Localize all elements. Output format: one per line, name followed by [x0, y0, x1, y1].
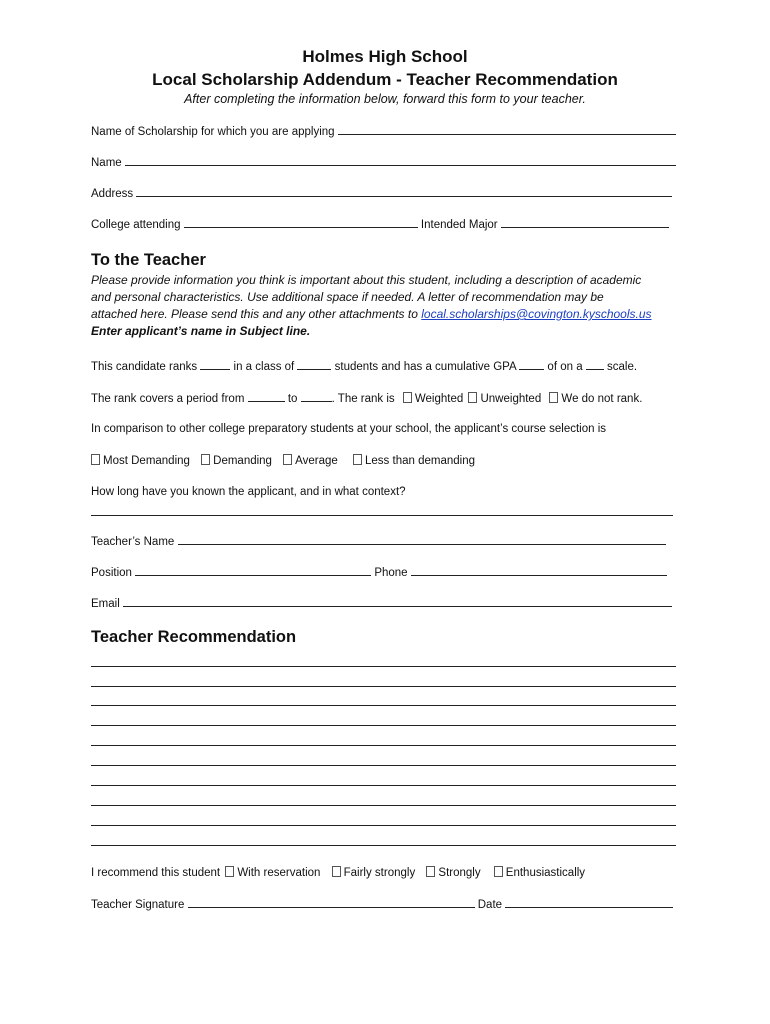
course-question: In comparison to other college preparatory students at your school, the applicant’s course selection is — [91, 423, 607, 435]
position-phone-row — [91, 564, 667, 581]
recommendation-line[interactable] — [91, 686, 676, 687]
fairly-strongly-checkbox[interactable] — [332, 866, 341, 877]
college-label: College attending — [91, 219, 181, 231]
teacher-instructions — [91, 272, 691, 340]
no-rank-checkbox[interactable] — [549, 392, 558, 403]
recommendation-line[interactable] — [91, 666, 676, 667]
recommend-label: I recommend this student — [91, 867, 221, 879]
email-field[interactable] — [123, 595, 672, 607]
name-field[interactable] — [125, 154, 676, 166]
recommendation-line[interactable] — [91, 805, 676, 806]
rank-period-row — [91, 390, 642, 407]
position-field[interactable] — [135, 564, 371, 576]
instruction-line-3 — [91, 306, 691, 323]
teacher-name-row — [91, 533, 666, 550]
recommendation-line[interactable] — [91, 825, 676, 826]
period-text-1: The rank covers a period from — [91, 393, 245, 405]
to-teacher-heading: To the Teacher — [91, 251, 206, 269]
name-label: Name — [91, 157, 122, 169]
name-row — [91, 154, 676, 171]
demanding-label: Demanding — [213, 455, 272, 467]
instruction-line-1: Please provide information you think is important about this student, including a description of academic — [91, 273, 642, 287]
scholarship-email-link[interactable]: local.scholarships@covington.kyschools.us — [421, 307, 652, 321]
signature-label: Teacher Signature — [91, 899, 185, 911]
college-row — [91, 216, 669, 233]
form-instruction: After completing the information below, forward this form to your teacher. — [184, 92, 586, 106]
period-from-field[interactable] — [248, 390, 285, 402]
position-label: Position — [91, 567, 132, 579]
average-checkbox[interactable] — [283, 454, 292, 465]
recommendation-line[interactable] — [91, 705, 676, 706]
no-rank-label: We do not rank. — [561, 393, 643, 405]
scholarship-field[interactable] — [338, 123, 676, 135]
email-label: Email — [91, 598, 120, 610]
address-row — [91, 185, 672, 202]
demanding-checkbox[interactable] — [201, 454, 210, 465]
teacher-name-label: Teacher’s Name — [91, 536, 175, 548]
teacher-name-field[interactable] — [178, 533, 666, 545]
gpa-scale-field[interactable] — [586, 358, 604, 370]
rank-text-3: students and has a cumulative GPA — [334, 361, 517, 373]
major-label: Intended Major — [420, 219, 498, 231]
rank-text-4: of on a — [547, 361, 583, 373]
enthusiastically-checkbox[interactable] — [494, 866, 503, 877]
average-label: Average — [295, 455, 338, 467]
signature-field[interactable] — [188, 896, 475, 908]
with-reservation-label: With reservation — [237, 867, 321, 879]
date-label: Date — [477, 899, 503, 911]
weighted-checkbox[interactable] — [403, 392, 412, 403]
weighted-label: Weighted — [414, 393, 464, 405]
instruction-line-3-text: attached here. Please send this and any other attachments to — [91, 307, 418, 321]
signature-row — [91, 896, 673, 913]
subject-line-note: Enter applicant’s name in Subject line. — [91, 324, 311, 338]
recommendation-line[interactable] — [91, 745, 676, 746]
recommendation-line[interactable] — [91, 765, 676, 766]
most-demanding-checkbox[interactable] — [91, 454, 100, 465]
most-demanding-label: Most Demanding — [103, 455, 190, 467]
recommendation-line[interactable] — [91, 725, 676, 726]
gpa-field[interactable] — [519, 358, 544, 370]
rank-text-5: scale. — [607, 361, 638, 373]
known-question: How long have you known the applicant, and in what context? — [91, 486, 406, 498]
course-options-row — [89, 453, 475, 469]
recommendation-heading: Teacher Recommendation — [91, 628, 297, 646]
school-name: Holmes High School — [302, 47, 468, 66]
strongly-checkbox[interactable] — [426, 866, 435, 877]
phone-field[interactable] — [411, 564, 667, 576]
unweighted-label: Unweighted — [480, 393, 542, 405]
phone-label: Phone — [374, 567, 408, 579]
rank-text-1: This candidate ranks — [91, 361, 198, 373]
address-field[interactable] — [136, 185, 672, 197]
instruction-line-4 — [91, 323, 691, 340]
class-size-field[interactable] — [297, 358, 331, 370]
period-text-3: . The rank is — [331, 393, 395, 405]
scholarship-label: Name of Scholarship for which you are applying — [91, 126, 335, 138]
fairly-strongly-label: Fairly strongly — [343, 867, 416, 879]
college-field[interactable] — [184, 216, 418, 228]
strongly-label: Strongly — [438, 867, 481, 879]
email-row — [91, 595, 672, 612]
major-field[interactable] — [501, 216, 669, 228]
form-title: Local Scholarship Addendum - Teacher Recommendation — [152, 70, 618, 89]
rank-row — [91, 358, 637, 375]
address-label: Address — [91, 188, 134, 200]
known-answer-line[interactable] — [91, 515, 673, 516]
less-demanding-checkbox[interactable] — [353, 454, 362, 465]
period-to-field[interactable] — [301, 390, 332, 402]
recommend-row — [91, 865, 585, 881]
instruction-line-2: and personal characteristics. Use additional space if needed. A letter of recommendation may be — [91, 290, 604, 304]
with-reservation-checkbox[interactable] — [225, 866, 234, 877]
date-field[interactable] — [505, 896, 673, 908]
period-text-2: to — [287, 393, 298, 405]
rank-text-2: in a class of — [233, 361, 295, 373]
recommendation-line[interactable] — [91, 845, 676, 846]
unweighted-checkbox[interactable] — [468, 392, 477, 403]
rank-field[interactable] — [200, 358, 230, 370]
enthusiastically-label: Enthusiastically — [505, 867, 586, 879]
less-demanding-label: Less than demanding — [365, 455, 475, 467]
scholarship-row — [91, 123, 676, 140]
recommendation-line[interactable] — [91, 785, 676, 786]
